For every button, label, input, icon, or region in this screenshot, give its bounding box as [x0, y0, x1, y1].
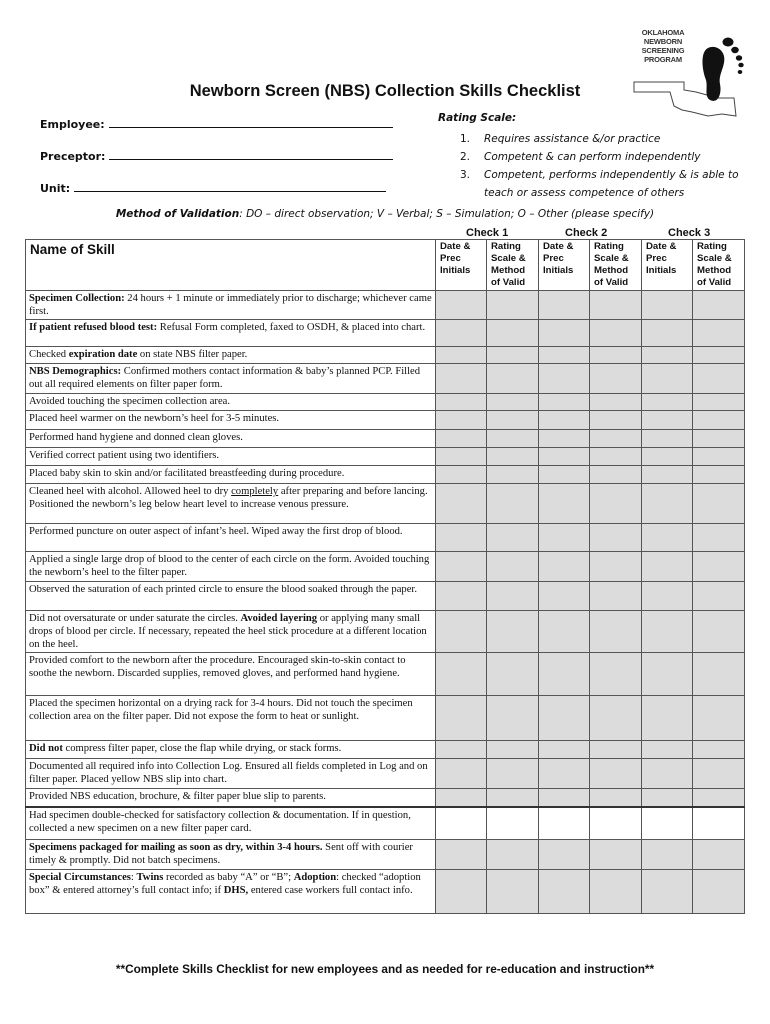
check-3-rating-cell[interactable] — [693, 552, 745, 582]
check-1-date-cell[interactable] — [436, 759, 487, 789]
check-2-rating-cell[interactable] — [590, 291, 642, 320]
check-2-rating-cell[interactable] — [590, 870, 642, 914]
check-2-rating-cell[interactable] — [590, 807, 642, 840]
skill-description: Documented all required info into Collection Log. Ensured all fields completed in Log and on filter paper. Placed yellow NBS slip into chart. — [26, 759, 436, 789]
check-1-rating-cell[interactable] — [487, 582, 539, 611]
check-2-date-cell[interactable] — [539, 394, 590, 411]
preceptor-label: Preceptor: — [40, 150, 106, 163]
skill-description: Placed heel warmer on the newborn’s heel for 3-5 minutes. — [26, 411, 436, 430]
rating-scale-heading: Rating Scale: — [438, 112, 517, 124]
check-1-rating-cell[interactable] — [487, 741, 539, 759]
table-row — [26, 741, 745, 759]
check-2-date-cell[interactable] — [539, 320, 590, 347]
check-2-date-cell[interactable] — [539, 741, 590, 759]
check-3-date-cell[interactable] — [642, 807, 693, 840]
check-1-date-cell[interactable] — [436, 807, 487, 840]
table-row — [26, 411, 745, 430]
check-2-date-cell[interactable] — [539, 582, 590, 611]
check-1-rating-cell[interactable] — [487, 653, 539, 696]
check-3-date-cell[interactable] — [642, 411, 693, 430]
table-row — [26, 394, 745, 411]
check-2-rating-cell[interactable] — [590, 466, 642, 484]
check-1-date-cell[interactable] — [436, 364, 487, 394]
check-1-rating-cell[interactable] — [487, 394, 539, 411]
table-row — [26, 759, 745, 789]
table-row — [26, 696, 745, 741]
table-row — [26, 291, 745, 320]
check-1-date-cell[interactable] — [436, 411, 487, 430]
check-3-date-cell[interactable] — [642, 840, 693, 870]
check-3-rating-cell[interactable] — [693, 741, 745, 759]
check-3-rating-cell[interactable] — [693, 320, 745, 347]
check-2-date-cell[interactable] — [539, 364, 590, 394]
check-1-rating-header: Rating Scale & Method of Valid — [487, 240, 539, 291]
check-2-date-cell[interactable] — [539, 291, 590, 320]
employee-line[interactable] — [109, 116, 393, 128]
check-2-rating-cell[interactable] — [590, 840, 642, 870]
check-2-date-cell[interactable] — [539, 789, 590, 807]
check-2-rating-cell[interactable] — [590, 759, 642, 789]
check-3-rating-cell[interactable] — [693, 291, 745, 320]
check-2-rating-cell[interactable] — [590, 347, 642, 364]
skill-column-header: Name of Skill — [26, 240, 436, 291]
check-2-rating-cell[interactable] — [590, 789, 642, 807]
check-1-rating-cell[interactable] — [487, 320, 539, 347]
check-3-date-cell[interactable] — [642, 653, 693, 696]
check-3-date-cell[interactable] — [642, 466, 693, 484]
check-2-date-cell[interactable] — [539, 840, 590, 870]
check-1-date-cell[interactable] — [436, 347, 487, 364]
check-2-rating-cell[interactable] — [590, 653, 642, 696]
check-3-date-cell[interactable] — [642, 759, 693, 789]
skill-description: Specimen Collection: 24 hours + 1 minute or immediately prior to discharge; whichever came first. — [26, 291, 436, 320]
table-row — [26, 484, 745, 524]
check-1-rating-cell[interactable] — [487, 807, 539, 840]
table-row — [26, 840, 745, 870]
rating-item: teach or assess competence of others — [484, 187, 685, 199]
check-2-rating-cell[interactable] — [590, 411, 642, 430]
check-1-rating-cell[interactable] — [487, 524, 539, 552]
check-2-date-cell[interactable] — [539, 653, 590, 696]
check-1-rating-cell[interactable] — [487, 696, 539, 741]
footer-note: **Complete Skills Checklist for new employees and as needed for re-education and instruction** — [115, 962, 655, 976]
check-1-date-cell[interactable] — [436, 484, 487, 524]
check-3-rating-cell[interactable] — [693, 759, 745, 789]
check-3-date-cell[interactable] — [642, 394, 693, 411]
table-row — [26, 582, 745, 611]
check-2-date-cell[interactable] — [539, 759, 590, 789]
check-2-date-cell[interactable] — [539, 807, 590, 840]
skill-description: Verified correct patient using two identifiers. — [26, 448, 436, 466]
check-3-date-cell[interactable] — [642, 552, 693, 582]
check-2-rating-cell[interactable] — [590, 552, 642, 582]
check-1-date-cell[interactable] — [436, 870, 487, 914]
table-row — [26, 524, 745, 552]
skill-description: Did not oversaturate or under saturate the circles. Avoided layering or applying many small drops of blood per circle. If necessary, repeated the heel stick procedure at a different location on the heel. — [26, 611, 436, 653]
check-1-date-cell[interactable] — [436, 611, 487, 653]
check-1-rating-cell[interactable] — [487, 870, 539, 914]
method-of-validation — [0, 208, 770, 220]
check-1-date-cell[interactable] — [436, 320, 487, 347]
check-3-rating-cell[interactable] — [693, 653, 745, 696]
check-3-rating-header: Rating Scale & Method of Valid — [693, 240, 745, 291]
skill-description: Cleaned heel with alcohol. Allowed heel to dry completely after preparing and before lancing. Positioned the newborn’s leg below heart level to increase venous pressure. — [26, 484, 436, 524]
check-1-rating-cell[interactable] — [487, 789, 539, 807]
check-1-date-header: Date & Prec Initials — [436, 240, 487, 291]
check-3-date-cell[interactable] — [642, 582, 693, 611]
check-2-rating-header: Rating Scale & Method of Valid — [590, 240, 642, 291]
table-row — [26, 611, 745, 653]
check-3-date-cell[interactable] — [642, 484, 693, 524]
table-row — [26, 807, 745, 840]
check-3-rating-cell[interactable] — [693, 840, 745, 870]
check-1-rating-cell[interactable] — [487, 364, 539, 394]
skill-description: Applied a single large drop of blood to the center of each circle on the form. Avoided touching the newborn’s heel to the filter paper. — [26, 552, 436, 582]
table-row — [26, 347, 745, 364]
check-1-date-cell[interactable] — [436, 291, 487, 320]
method-label: Method of Validation — [115, 208, 240, 220]
check-1-date-cell[interactable] — [436, 741, 487, 759]
check-3-rating-cell[interactable] — [693, 807, 745, 840]
check-3-rating-cell[interactable] — [693, 448, 745, 466]
unit-label: Unit: — [40, 182, 71, 195]
check-2-date-cell[interactable] — [539, 552, 590, 582]
check-2-rating-cell[interactable] — [590, 741, 642, 759]
page-title: Newborn Screen (NBS) Collection Skills Checklist — [189, 82, 581, 100]
check-1-date-cell[interactable] — [436, 653, 487, 696]
check-2-date-cell[interactable] — [539, 430, 590, 448]
check-3-rating-cell[interactable] — [693, 466, 745, 484]
check-2-date-cell[interactable] — [539, 611, 590, 653]
employee-field[interactable] — [40, 116, 393, 131]
check-2-date-cell[interactable] — [539, 411, 590, 430]
check-3-rating-cell[interactable] — [693, 430, 745, 448]
check-3-rating-cell[interactable] — [693, 582, 745, 611]
check-1-rating-cell[interactable] — [487, 484, 539, 524]
check-1-date-cell[interactable] — [436, 448, 487, 466]
skill-description: Placed the specimen horizontal on a drying rack for 3-4 hours. Did not touch the specimen collection area on the filter paper. Did not expose the form to heat or sunlight. — [26, 696, 436, 741]
preceptor-field[interactable] — [40, 148, 393, 163]
check-2-date-cell[interactable] — [539, 448, 590, 466]
rating-scale — [438, 112, 758, 202]
check-2-date-cell[interactable] — [539, 484, 590, 524]
check-2-rating-cell[interactable] — [590, 524, 642, 552]
check-1-rating-cell[interactable] — [487, 759, 539, 789]
skill-description: Placed baby skin to skin and/or facilitated breastfeeding during procedure. — [26, 466, 436, 484]
check-2-rating-cell[interactable] — [590, 364, 642, 394]
check-1-date-cell[interactable] — [436, 524, 487, 552]
skill-description: Provided NBS education, brochure, & filter paper blue slip to parents. — [26, 789, 436, 807]
check-1-date-cell[interactable] — [436, 840, 487, 870]
check-1-rating-cell[interactable] — [487, 291, 539, 320]
check-2-date-cell[interactable] — [539, 524, 590, 552]
check-2-rating-cell[interactable] — [590, 430, 642, 448]
table-header-row — [26, 240, 745, 291]
rating-item: 2. Competent & can perform independently — [460, 151, 701, 163]
table-row — [26, 552, 745, 582]
check-1-date-cell[interactable] — [436, 552, 487, 582]
check-1-date-cell[interactable] — [436, 789, 487, 807]
check-2-rating-cell[interactable] — [590, 394, 642, 411]
check-1-rating-cell[interactable] — [487, 552, 539, 582]
check-3-date-cell[interactable] — [642, 696, 693, 741]
check-3-date-cell[interactable] — [642, 430, 693, 448]
skill-description: Performed puncture on outer aspect of infant’s heel. Wiped away the first drop of blood. — [26, 524, 436, 552]
skills-table-body — [26, 240, 745, 914]
check-3-rating-cell[interactable] — [693, 411, 745, 430]
skill-description: Performed hand hygiene and donned clean gloves. — [26, 430, 436, 448]
check-3-rating-cell[interactable] — [693, 484, 745, 524]
check-1-date-cell[interactable] — [436, 582, 487, 611]
employee-label: Employee: — [40, 118, 105, 131]
check-3-date-cell[interactable] — [642, 448, 693, 466]
check-3-date-cell[interactable] — [642, 789, 693, 807]
check-1-rating-cell[interactable] — [487, 347, 539, 364]
footprint-icon — [630, 20, 750, 120]
skill-description: Special Circumstances: Twins recorded as baby “A” or “B”; Adoption: checked “adoption box” & entered attorney’s full contact info; if DHS, entered case workers full contact info. — [26, 870, 436, 914]
check-2-rating-cell[interactable] — [590, 484, 642, 524]
skill-description: Specimens packaged for mailing as soon as dry, within 3-4 hours. Sent off with courier timely & promptly. Did not batch specimens. — [26, 840, 436, 870]
skills-checklist-table — [25, 239, 745, 914]
check-2-rating-cell[interactable] — [590, 448, 642, 466]
check-3-rating-cell[interactable] — [693, 696, 745, 741]
check-3-date-cell[interactable] — [642, 741, 693, 759]
unit-field[interactable] — [40, 180, 386, 195]
check-3-date-cell[interactable] — [642, 870, 693, 914]
check-3-header: Check 3 — [668, 227, 711, 239]
rating-item: 1. Requires assistance &/or practice — [460, 133, 661, 145]
check-2-rating-cell[interactable] — [590, 582, 642, 611]
check-2-header: Check 2 — [565, 227, 608, 239]
check-1-header: Check 1 — [466, 227, 509, 239]
skill-description: Did not compress filter paper, close the flap while drying, or stack forms. — [26, 741, 436, 759]
check-3-date-cell[interactable] — [642, 291, 693, 320]
check-3-rating-cell[interactable] — [693, 870, 745, 914]
skill-description: Checked expiration date on state NBS filter paper. — [26, 347, 436, 364]
check-2-date-header: Date & Prec Initials — [539, 240, 590, 291]
check-3-date-cell[interactable] — [642, 320, 693, 347]
check-2-date-cell[interactable] — [539, 347, 590, 364]
table-row — [26, 653, 745, 696]
table-row — [26, 320, 745, 347]
check-3-rating-cell[interactable] — [693, 364, 745, 394]
unit-line[interactable] — [74, 180, 386, 192]
check-1-rating-cell[interactable] — [487, 448, 539, 466]
check-2-rating-cell[interactable] — [590, 611, 642, 653]
check-3-rating-cell[interactable] — [693, 524, 745, 552]
table-row — [26, 870, 745, 914]
table-row — [26, 789, 745, 807]
check-1-rating-cell[interactable] — [487, 466, 539, 484]
check-3-date-cell[interactable] — [642, 364, 693, 394]
check-2-date-cell[interactable] — [539, 466, 590, 484]
check-3-date-cell[interactable] — [642, 524, 693, 552]
skill-description: Had specimen double-checked for satisfactory collection & documentation. If in question, collected a new specimen on a new filter paper card. — [26, 807, 436, 840]
skill-description: NBS Demographics: Confirmed mothers contact information & baby’s planned PCP. Filled out all required elements on filter paper form. — [26, 364, 436, 394]
check-1-rating-cell[interactable] — [487, 611, 539, 653]
skill-description: Observed the saturation of each printed circle to ensure the blood soaked through the paper. — [26, 582, 436, 611]
check-1-date-cell[interactable] — [436, 430, 487, 448]
check-3-date-cell[interactable] — [642, 611, 693, 653]
check-2-rating-cell[interactable] — [590, 696, 642, 741]
preceptor-line[interactable] — [109, 148, 393, 160]
check-1-rating-cell[interactable] — [487, 430, 539, 448]
table-row — [26, 430, 745, 448]
check-3-date-header: Date & Prec Initials — [642, 240, 693, 291]
table-row — [26, 448, 745, 466]
check-3-rating-cell[interactable] — [693, 347, 745, 364]
table-row — [26, 466, 745, 484]
check-2-date-cell[interactable] — [539, 870, 590, 914]
logo-text: OKLAHOMA NEWBORN SCREENING PROGRAM — [641, 28, 685, 64]
oklahoma-newborn-screening-logo — [630, 20, 750, 120]
skill-description: If patient refused blood test: Refusal Form completed, faxed to OSDH, & placed into chart. — [26, 320, 436, 347]
check-1-date-cell[interactable] — [436, 466, 487, 484]
check-2-date-cell[interactable] — [539, 696, 590, 741]
method-text: : DO – direct observation; V – Verbal; S – Simulation; O – Other (please specify) — [239, 208, 655, 220]
check-2-rating-cell[interactable] — [590, 320, 642, 347]
check-1-date-cell[interactable] — [436, 696, 487, 741]
check-1-date-cell[interactable] — [436, 394, 487, 411]
check-3-date-cell[interactable] — [642, 347, 693, 364]
check-1-rating-cell[interactable] — [487, 840, 539, 870]
skill-description: Provided comfort to the newborn after the procedure. Encouraged skin-to-skin contact to soothe the newborn. Discarded supplies, removed gloves, and performed hand hygiene. — [26, 653, 436, 696]
table-row — [26, 364, 745, 394]
check-3-rating-cell[interactable] — [693, 789, 745, 807]
rating-item: 3. Competent, performs independently & is able to — [460, 169, 739, 181]
skill-description: Avoided touching the specimen collection area. — [26, 394, 436, 411]
check-3-rating-cell[interactable] — [693, 611, 745, 653]
check-3-rating-cell[interactable] — [693, 394, 745, 411]
check-1-rating-cell[interactable] — [487, 411, 539, 430]
